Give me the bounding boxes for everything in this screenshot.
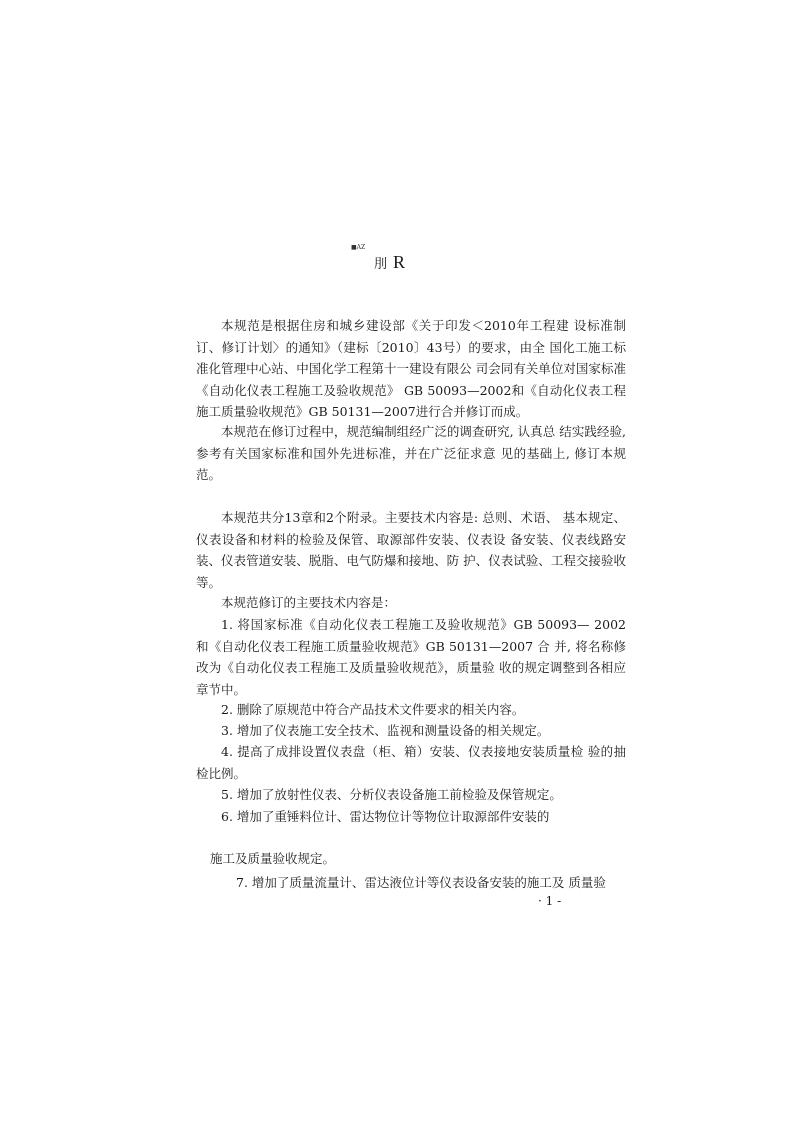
list-item-5: 5. 增加了放射性仪表、分析仪表设备施工前检验及保管规定。 xyxy=(221,787,562,802)
title-latin: R xyxy=(393,252,406,272)
paragraph-3: 本规范共分13章和2个附录。主要技术内容是: 总则、术语、 基本规定、仪表设备和材料的检验及保管、取源部件安装、仪表设 备安装、仪表线路安装、仪表管道安装、脱脂、电气防爆和接地、防 护、仪表试验、工程交接验收等。 xyxy=(196,510,626,590)
list-item-6-continuation: 施工及质量验收规定。 xyxy=(210,851,336,866)
list-item-6: 6. 增加了重锤料位计、雷达物位计等物位计取源部件安装的 xyxy=(221,809,550,824)
title-char: 刖 xyxy=(374,257,388,272)
list-item-7: 7. 增加了质量流量计、雷达液位计等仪表设备安装的施工及 质量验 xyxy=(236,875,606,890)
header-mark: ■AZ xyxy=(351,244,366,251)
list-item-2: 2. 删除了原规范中符合产品技术文件要求的相关内容。 xyxy=(221,702,525,717)
list-item-1: 1. 将国家标准《自动化仪表工程施工及验收规范》GB 50093— 2002 和《自动化仪表工程施工质量验收规范》GB 50131—2007 合 并, 将名称修改为《自动化仪表工程施工及质量验收规范》，质量验 收的规定调整到各相应章节中。 xyxy=(196,617,626,697)
page-title xyxy=(374,252,405,273)
list-item-3: 3. 增加了仪表施工安全技术、监视和测量设备的相关规定。 xyxy=(221,723,550,738)
paragraph-2: 本规范在修订过程中，规范编制组经广泛的调查研究, 认真总 结实践经验, 参考有关国家标准和国外先进标准，并在广泛征求意 见的基础上, 修订本规范。 xyxy=(196,424,626,482)
list-item-4: 4. 提高了成排设置仪表盘（柜、箱）安装、仪表接地安装质量检 验的抽检比例。 xyxy=(196,744,626,781)
paragraph-4: 本规范修订的主要技术内容是： xyxy=(221,595,397,610)
paragraph-1: 本规范是根据住房和城乡建设部《关于印发＜2010年工程建 设标准制订、修订计划〉的通知》（建标〔2010〕43号）的要求，由全 国化工施工标准化管理中心站、中国化学工程第十一建设有限公 司会同有关单位对国家标准《自动化仪表工程施工及验收规范》 GB 50093—2002和《自动化仪表工程施工质量验收规范》GB 50131—2007进行合并修订而成。 xyxy=(196,318,626,419)
page-number: · 1 - xyxy=(538,894,562,908)
